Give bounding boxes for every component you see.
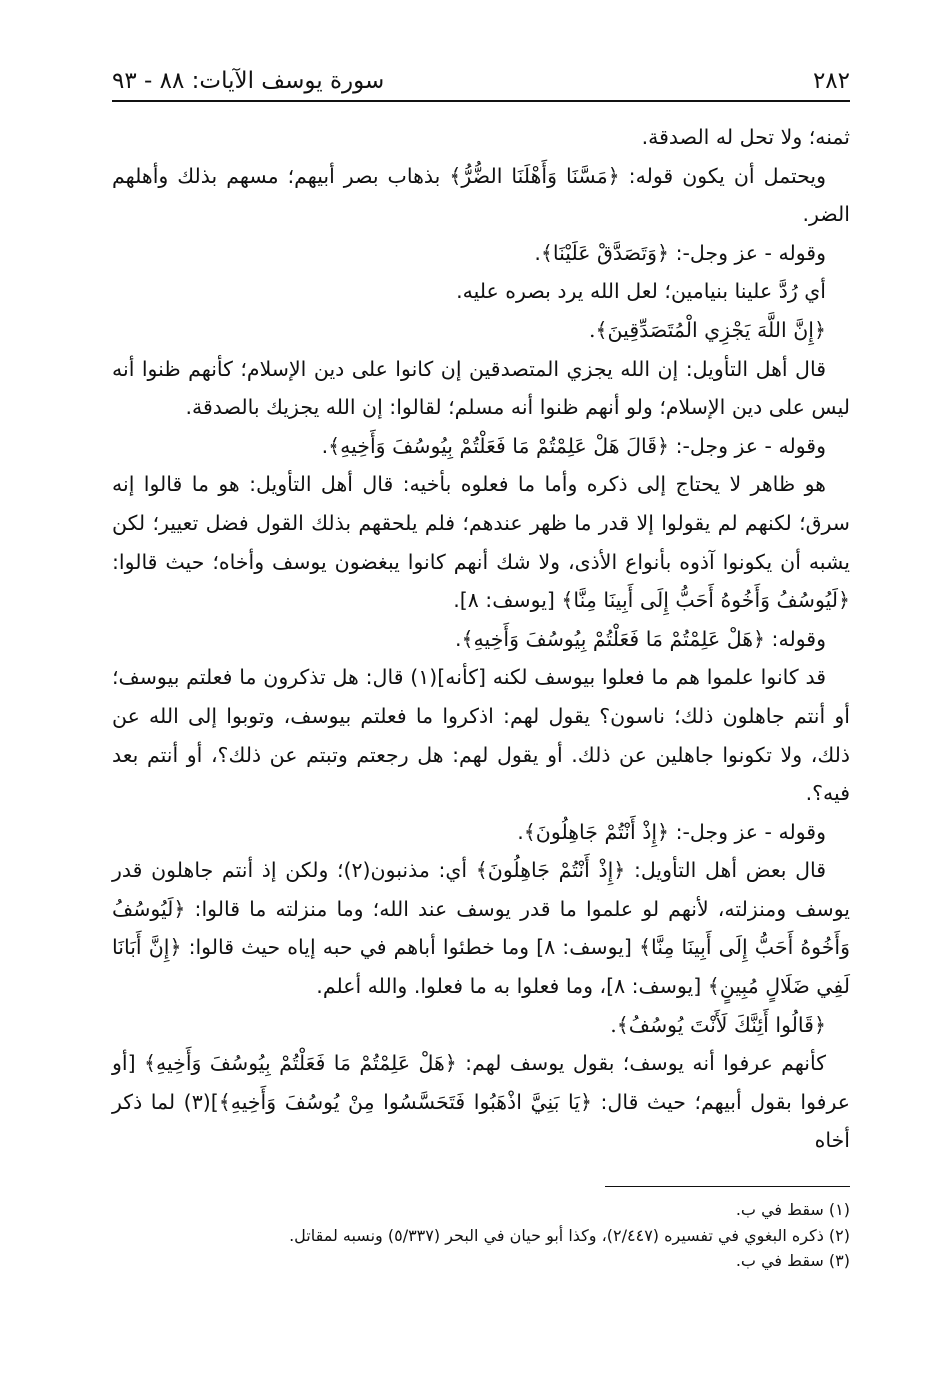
- paragraph: كأنهم عرفوا أنه يوسف؛ بقول يوسف لهم: ﴿هَلْ عَلِمْتُمْ مَا فَعَلْتُمْ بِيُوسُفَ وَأَخِيهِ﴾ [أو عرفوا بقول أبيهم؛ حيث قال: ﴿يَا بَنِيَّ اذْهَبُوا فَتَحَسَّسُوا مِنْ يُوسُفَ وَأَخِيهِ﴾](٣) لما ذكر أخاه: [112, 1051, 851, 1153]
- footnote: (٢) ذكره البغوي في تفسيره (٢/٤٤٧)، وكذا أبو حيان في البحر (٥/٣٣٧) ونسبه لمقاتل.: [289, 1225, 850, 1245]
- body-text: [112, 118, 850, 1160]
- page-header: [112, 58, 850, 94]
- paragraph: قال أهل التأويل: إن الله يجزي المتصدقين إن كانوا على دين الإسلام؛ كأنهم ظنوا أنه ليس على دين الإسلام؛ ولو أنهم ظنوا أنه مسلم؛ لقالوا: إن الله يجزيك بالصدقة.: [112, 356, 850, 420]
- paragraph: وقوله - عز وجل-: ﴿قَالَ هَلْ عَلِمْتُمْ مَا فَعَلْتُمْ بِيُوسُفَ وَأَخِيهِ﴾.: [321, 433, 826, 458]
- footnote-rule: [605, 1186, 850, 1187]
- quran-verse: ﴿قَالُوا أَئِنَّكَ لَأَنْتَ يُوسُفُ﴾.: [610, 1012, 826, 1037]
- footnote: (١) سقط في ب.: [735, 1200, 850, 1220]
- paragraph: وقوله - عز وجل-: ﴿وَتَصَدَّقْ عَلَيْنَا﴾.: [534, 240, 826, 265]
- paragraph: قال بعض أهل التأويل: ﴿إِذْ أَنْتُمْ جَاهِلُونَ﴾ أي: مذنبون(٢)؛ ولكن إذ أنتم جاهلون قدر يوسف ومنزلته، لأنهم لو علموا ما قدر يوسف عند الله؛ وما منزلته ما قالوا: ﴿لَيُوسُفُ وَأَخُوهُ أَحَبُّ إِلَى أَبِينَا مِنَّا﴾ [يوسف: ٨] وما خطئوا أباهم في حبه إياه حيث قالوا: ﴿إِنَّ أَبَانَا لَفِي ضَلَالٍ مُبِينٍ﴾ [يوسف: ٨]، وما فعلوا به ما فعلوا. والله أعلم.: [112, 858, 850, 999]
- header-rule: [112, 100, 850, 102]
- paragraph: وقوله - عز وجل-: ﴿إِذْ أَنْتُمْ جَاهِلُونَ﴾.: [517, 819, 826, 844]
- quran-verse: ﴿إِنَّ اللَّهَ يَجْزِي الْمُتَصَدِّقِينَ﴾.: [589, 317, 826, 342]
- paragraph: ويحتمل أن يكون قوله: ﴿مَسَّنَا وَأَهْلَنَا الضُّرُّ﴾ بذهاب بصر أبيهم؛ مسهم بذلك وأهلهم الضر.: [112, 163, 850, 227]
- footnotes: [112, 1197, 850, 1274]
- paragraph: أي رُدَّ علينا بنيامين؛ لعل الله يرد بصره عليه.: [456, 279, 826, 304]
- page-number: ٢٨٢: [812, 68, 850, 94]
- footnote: (٣) سقط في ب.: [735, 1251, 850, 1271]
- running-title: سورة يوسف الآيات: ٨٨ - ٩٣: [112, 68, 385, 94]
- paragraph: وقوله: ﴿هَلْ عَلِمْتُمْ مَا فَعَلْتُمْ بِيُوسُفَ وَأَخِيهِ﴾.: [455, 626, 826, 651]
- paragraph: هو ظاهر لا يحتاج إلى ذكره وأما ما فعلوه بأخيه: قال أهل التأويل: هو ما قالوا إنه سرق؛ لكنهم لم يقولوا إلا قدر ما ظهر عندهم؛ فلم يلحقهم بذلك القول فضل تعيير؛ لكن يشبه أن يكونوا آذوه بأنواع الأذى، ولا شك أنهم كانوا يبغضون يوسف وأخاه؛ حيث قالوا: ﴿لَيُوسُفُ وَأَخُوهُ أَحَبُّ إِلَى أَبِينَا مِنَّا﴾ [يوسف: ٨].: [112, 472, 850, 613]
- paragraph: قد كانوا علموا هم ما فعلوا بيوسف لكنه [كأنه](١) قال: هل تذكرون ما فعلتم بيوسف؛ أو أنتم جاهلون ذلك؛ ناسون؟ يقول لهم: اذكروا ما فعلتم بيوسف، وتوبوا إلى الله عن ذلك، ولا تكونوا جاهلين عن ذلك. أو يقول لهم: هل رجعتم وتبتم عن ذلك؟، أو أنتم بعد فيه؟.: [112, 665, 850, 806]
- paragraph: ثمنه؛ ولا تحل له الصدقة.: [641, 125, 850, 149]
